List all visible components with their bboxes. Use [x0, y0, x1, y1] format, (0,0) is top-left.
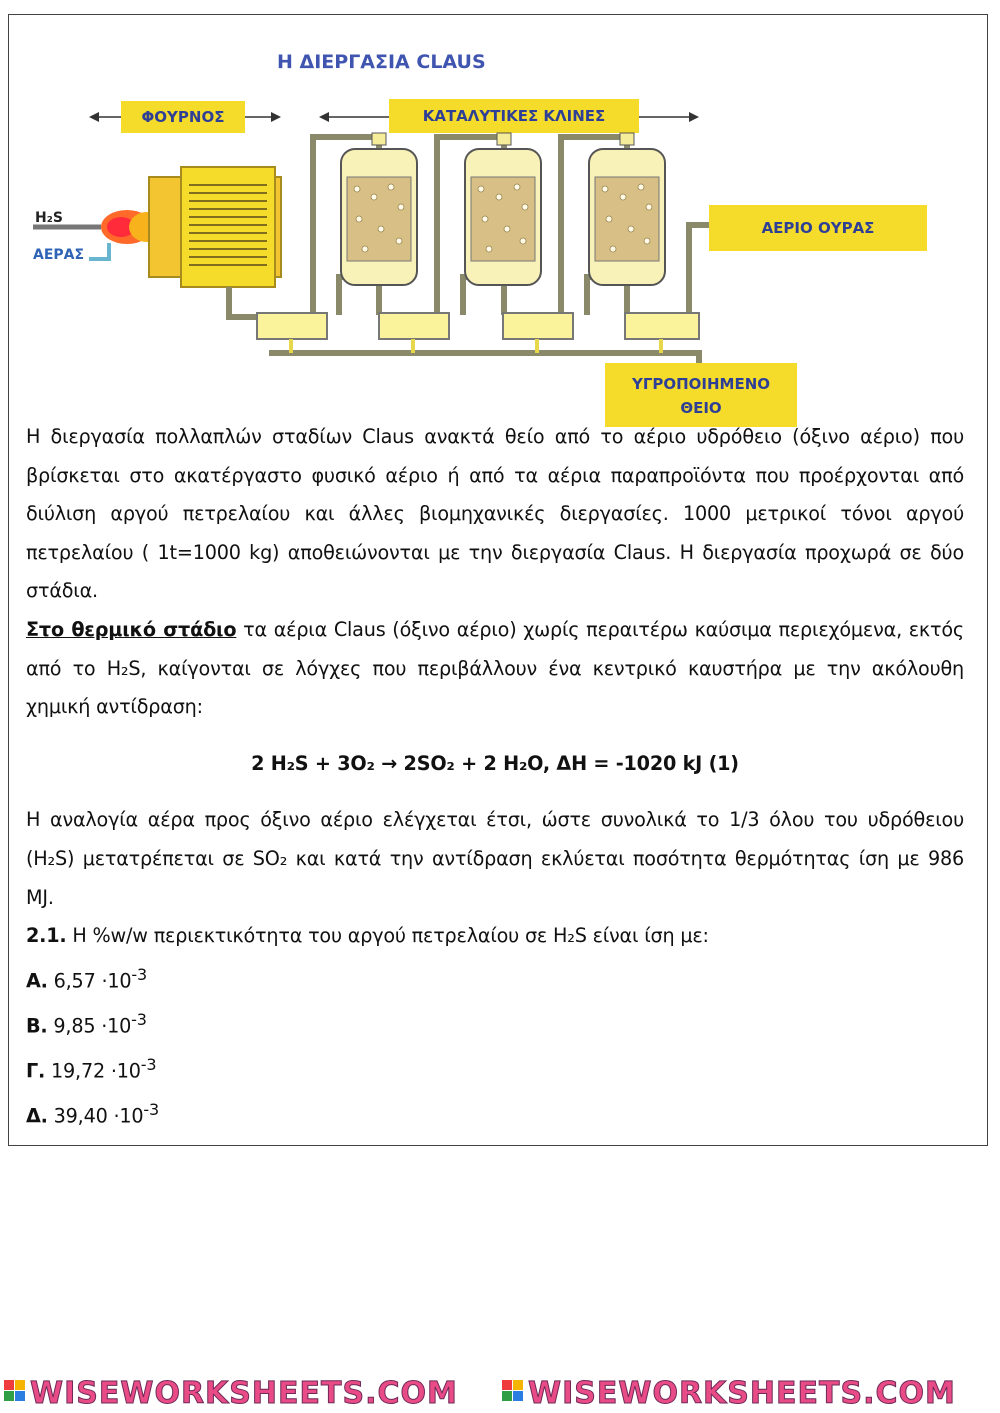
catalytic-bed-1	[341, 133, 417, 285]
option-value: 6,57 ·10	[47, 969, 132, 993]
reaction-equation: 2 H₂S + 3O₂ → 2SO₂ + 2 H₂O, ΔH = -1020 kJ (1)	[251, 751, 739, 775]
beds-label: ΚΑΤΑΛΥΤΙΚΕΣ ΚΛΙΝΕΣ	[422, 107, 606, 125]
option-d[interactable]	[26, 1091, 964, 1136]
thermal-stage-h2s: H₂S	[106, 656, 141, 680]
option-exponent: -3	[140, 1054, 157, 1074]
liquid-sulfur-label-1: ΥΓΡΟΠΟΙΗΜΕΝΟ	[631, 375, 771, 393]
catalytic-bed-2	[465, 133, 541, 285]
option-letter: Δ.	[26, 1104, 48, 1128]
option-b[interactable]	[26, 1001, 964, 1046]
question-stem	[26, 917, 964, 956]
liquid-sulfur-label-2: ΘΕΙΟ	[680, 399, 722, 417]
thermal-stage-text-a: τα αέρια Claus (όξινο αέριο) χωρίς περαιτέρω καύσιμα περιεχόμενα, εκτός από το	[26, 617, 964, 680]
thermal-stage-paragraph	[26, 611, 964, 727]
arrow-right-icon	[271, 112, 281, 122]
sulfur-condensers	[257, 313, 699, 339]
option-exponent: -3	[131, 964, 147, 984]
brand-logo-icon	[502, 1380, 523, 1401]
claus-process-diagram	[29, 37, 939, 429]
question-number: 2.1.	[26, 924, 67, 948]
diagram-title: Η ΔΙΕΡΓΑΣΙΑ CLAUS	[277, 51, 486, 73]
option-value: 39,40 ·10	[47, 1104, 144, 1128]
thermal-stage-text-b: , καίγονται σε λόγχες που περιβάλλουν ένα κεντρικό καυστήρα με την ακόλουθη χημική αντίδραση:	[26, 656, 965, 719]
catalytic-bed-3	[589, 133, 665, 285]
option-c[interactable]	[26, 1046, 964, 1091]
furnace-label: ΦΟΥΡΝΟΣ	[141, 108, 225, 126]
option-exponent: -3	[131, 1009, 147, 1029]
option-a[interactable]	[26, 956, 964, 1001]
option-letter: Γ.	[26, 1059, 46, 1083]
air-inlet-label: ΑΕΡΑΣ	[33, 247, 85, 263]
question-text	[26, 418, 964, 1136]
thermal-stage-heading: Στο θερμικό στάδιο	[26, 617, 237, 641]
option-value: 9,85 ·10	[47, 1014, 132, 1038]
arrow-right-icon	[689, 112, 699, 122]
watermark-footer	[0, 1370, 1000, 1413]
brand-logo-icon	[4, 1380, 25, 1401]
option-letter: Α.	[26, 969, 48, 993]
option-value: 19,72 ·10	[45, 1059, 141, 1083]
tail-gas-label: ΑΕΡΙΟ ΟΥΡΑΣ	[761, 219, 875, 237]
question-prompt: Η %w/w περιεκτικότητα του αργού πετρελαίου σε H₂S είναι ίση με:	[66, 924, 709, 948]
h2s-inlet-label: H₂S	[35, 210, 63, 226]
air-pipe	[89, 243, 109, 259]
arrow-left-icon	[319, 112, 329, 122]
intro-paragraph: Η διεργασία πολλαπλών σταδίων Claus ανακτά θείο από το αέριο υδρόθειο (όξινο αέριο) που βρίσκεται στο ακατέργαστο φυσικό αέριο ή από τα αέρια παραπροϊόντα που προέρχονται από διύλιση αργού πετρελαίου και άλλες βιομηχανικές διεργασίες. 1000 μετρικοί τόνοι αργού πετρελαίου ( 1t=1000 kg) αποθειώνονται με την διεργασία Claus. Η διεργασία προχωρά σε δύο στάδια.	[26, 425, 964, 603]
brand-text: WISEWORKSHEETS.COM	[528, 1376, 956, 1411]
option-exponent: -3	[143, 1099, 159, 1119]
option-letter: Β.	[26, 1014, 48, 1038]
arrow-left-icon	[89, 112, 99, 122]
brand-text: WISEWORKSHEETS.COM	[30, 1376, 458, 1411]
ratio-paragraph: Η αναλογία αέρα προς όξινο αέριο ελέγχεται έτσι, ώστε συνολικά το 1/3 όλου του υδρόθειου (H₂S) μετατρέπεται σε SO₂ και κατά την αντίδραση εκλύεται ποσότητα θερμότητας ίση με 986 MJ.	[26, 808, 964, 909]
